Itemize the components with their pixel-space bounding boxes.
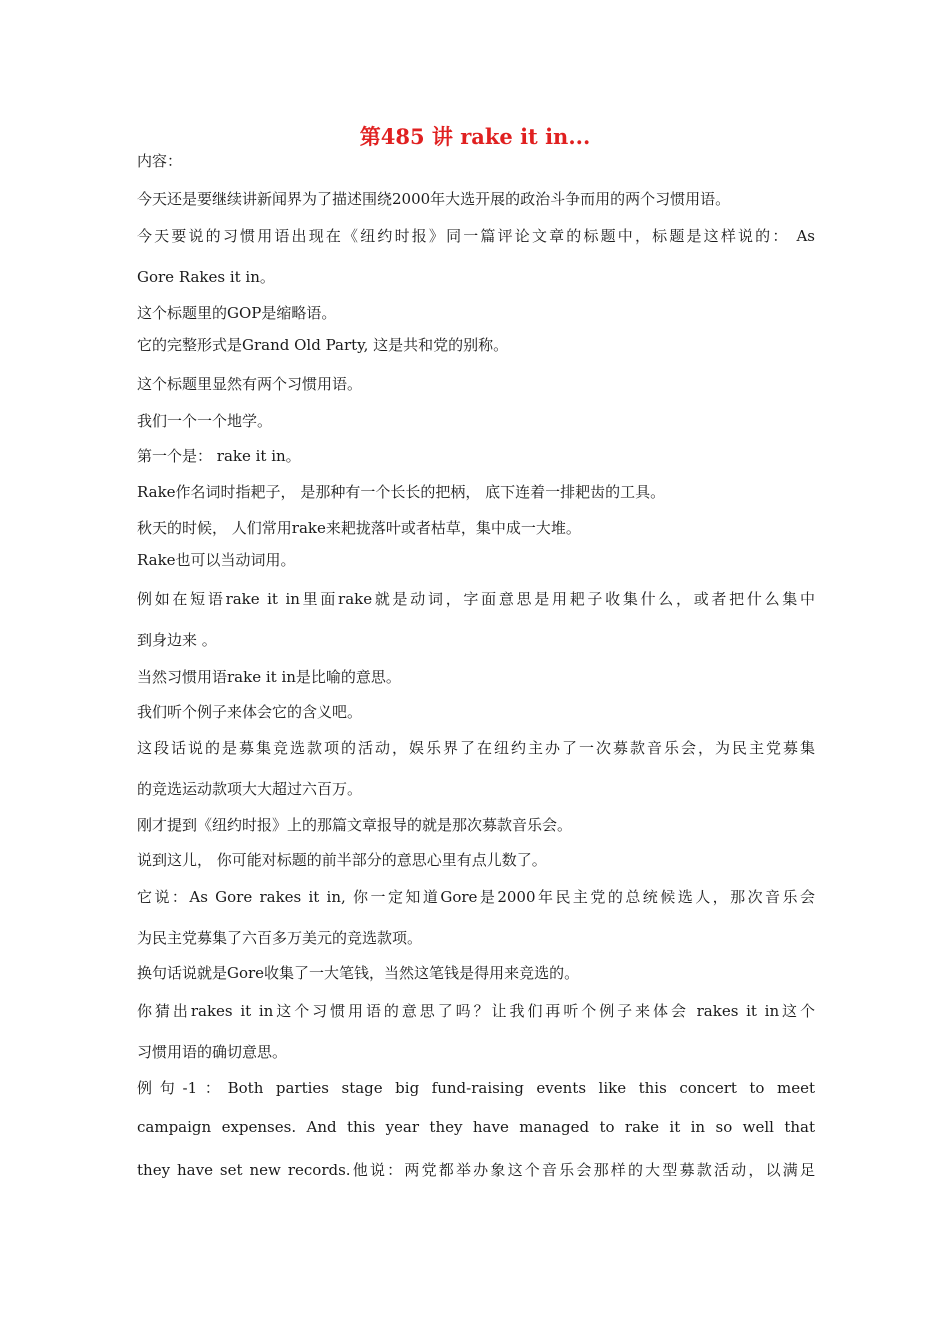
text-line: 例如在短语rake it in里面rake就是动词，字面意思是用耙子收集什么，或者把什么集中 xyxy=(137,590,815,608)
text-line: 第一个是： rake it in。 xyxy=(137,447,301,465)
text-line: 到身边来 。 xyxy=(137,631,217,649)
text-line: 它的完整形式是Grand Old Party, 这是共和党的别称。 xyxy=(137,336,509,354)
text-line: 当然习惯用语rake it in是比喻的意思。 xyxy=(137,668,401,686)
text-line: 我们听个例子来体会它的含义吧。 xyxy=(137,703,363,721)
text-line: Rake作名词时指耙子， 是那种有一个长长的把柄， 底下连着一排耙齿的工具。 xyxy=(137,483,666,501)
text-line: 这个标题里显然有两个习惯用语。 xyxy=(137,375,363,393)
text-line: 我们一个一个地学。 xyxy=(137,412,273,430)
text-line: campaign expenses. And this year they have managed to rake it in so well that xyxy=(137,1118,815,1136)
text-line: 刚才提到《纽约时报》上的那篇文章报导的就是那次募款音乐会。 xyxy=(137,816,573,834)
text-line: 今天要说的习惯用语出现在《纽约时报》同一篇评论文章的标题中，标题是这样说的： As xyxy=(137,227,815,245)
text-line: they have set new records.他说：两党都举办象这个音乐会那样的大型募款活动，以满足 xyxy=(137,1161,815,1179)
text-line: Rake也可以当动词用。 xyxy=(137,551,296,569)
text-line: 这段话说的是募集竞选款项的活动，娱乐界了在纽约主办了一次募款音乐会，为民主党募集 xyxy=(137,739,815,757)
document-title: 第485 讲 rake it in... xyxy=(359,124,591,149)
text-line: 内容： xyxy=(137,152,183,170)
text-line: 秋天的时候， 人们常用rake来耙拢落叶或者枯草，集中成一大堆。 xyxy=(137,519,581,537)
text-line: 今天还是要继续讲新闻界为了描述围绕2000年大选开展的政治斗争而用的两个习惯用语。 xyxy=(137,190,731,208)
text-line: 它说：As Gore rakes it in, 你一定知道Gore是2000年民主党的总统候选人，那次音乐会 xyxy=(137,888,815,906)
text-line: Gore Rakes it in。 xyxy=(137,268,275,286)
text-line: 习惯用语的确切意思。 xyxy=(137,1043,288,1061)
text-line: 换句话说就是Gore收集了一大笔钱，当然这笔钱是得用来竞选的。 xyxy=(137,964,580,982)
text-line: 说到这儿， 你可能对标题的前半部分的意思心里有点儿数了。 xyxy=(137,851,547,869)
text-line: 例句-1：Both parties stage big fund-raising events like this concert to meet xyxy=(137,1079,815,1097)
text-line: 你猜出rakes it in这个习惯用语的意思了吗？让我们再听个例子来体会 rakes it in这个 xyxy=(137,1002,815,1020)
text-line: 这个标题里的GOP是缩略语。 xyxy=(137,304,337,322)
text-line: 的竞选运动款项大大超过六百万。 xyxy=(137,780,363,798)
text-line: 为民主党募集了六百多万美元的竞选款项。 xyxy=(137,929,423,947)
